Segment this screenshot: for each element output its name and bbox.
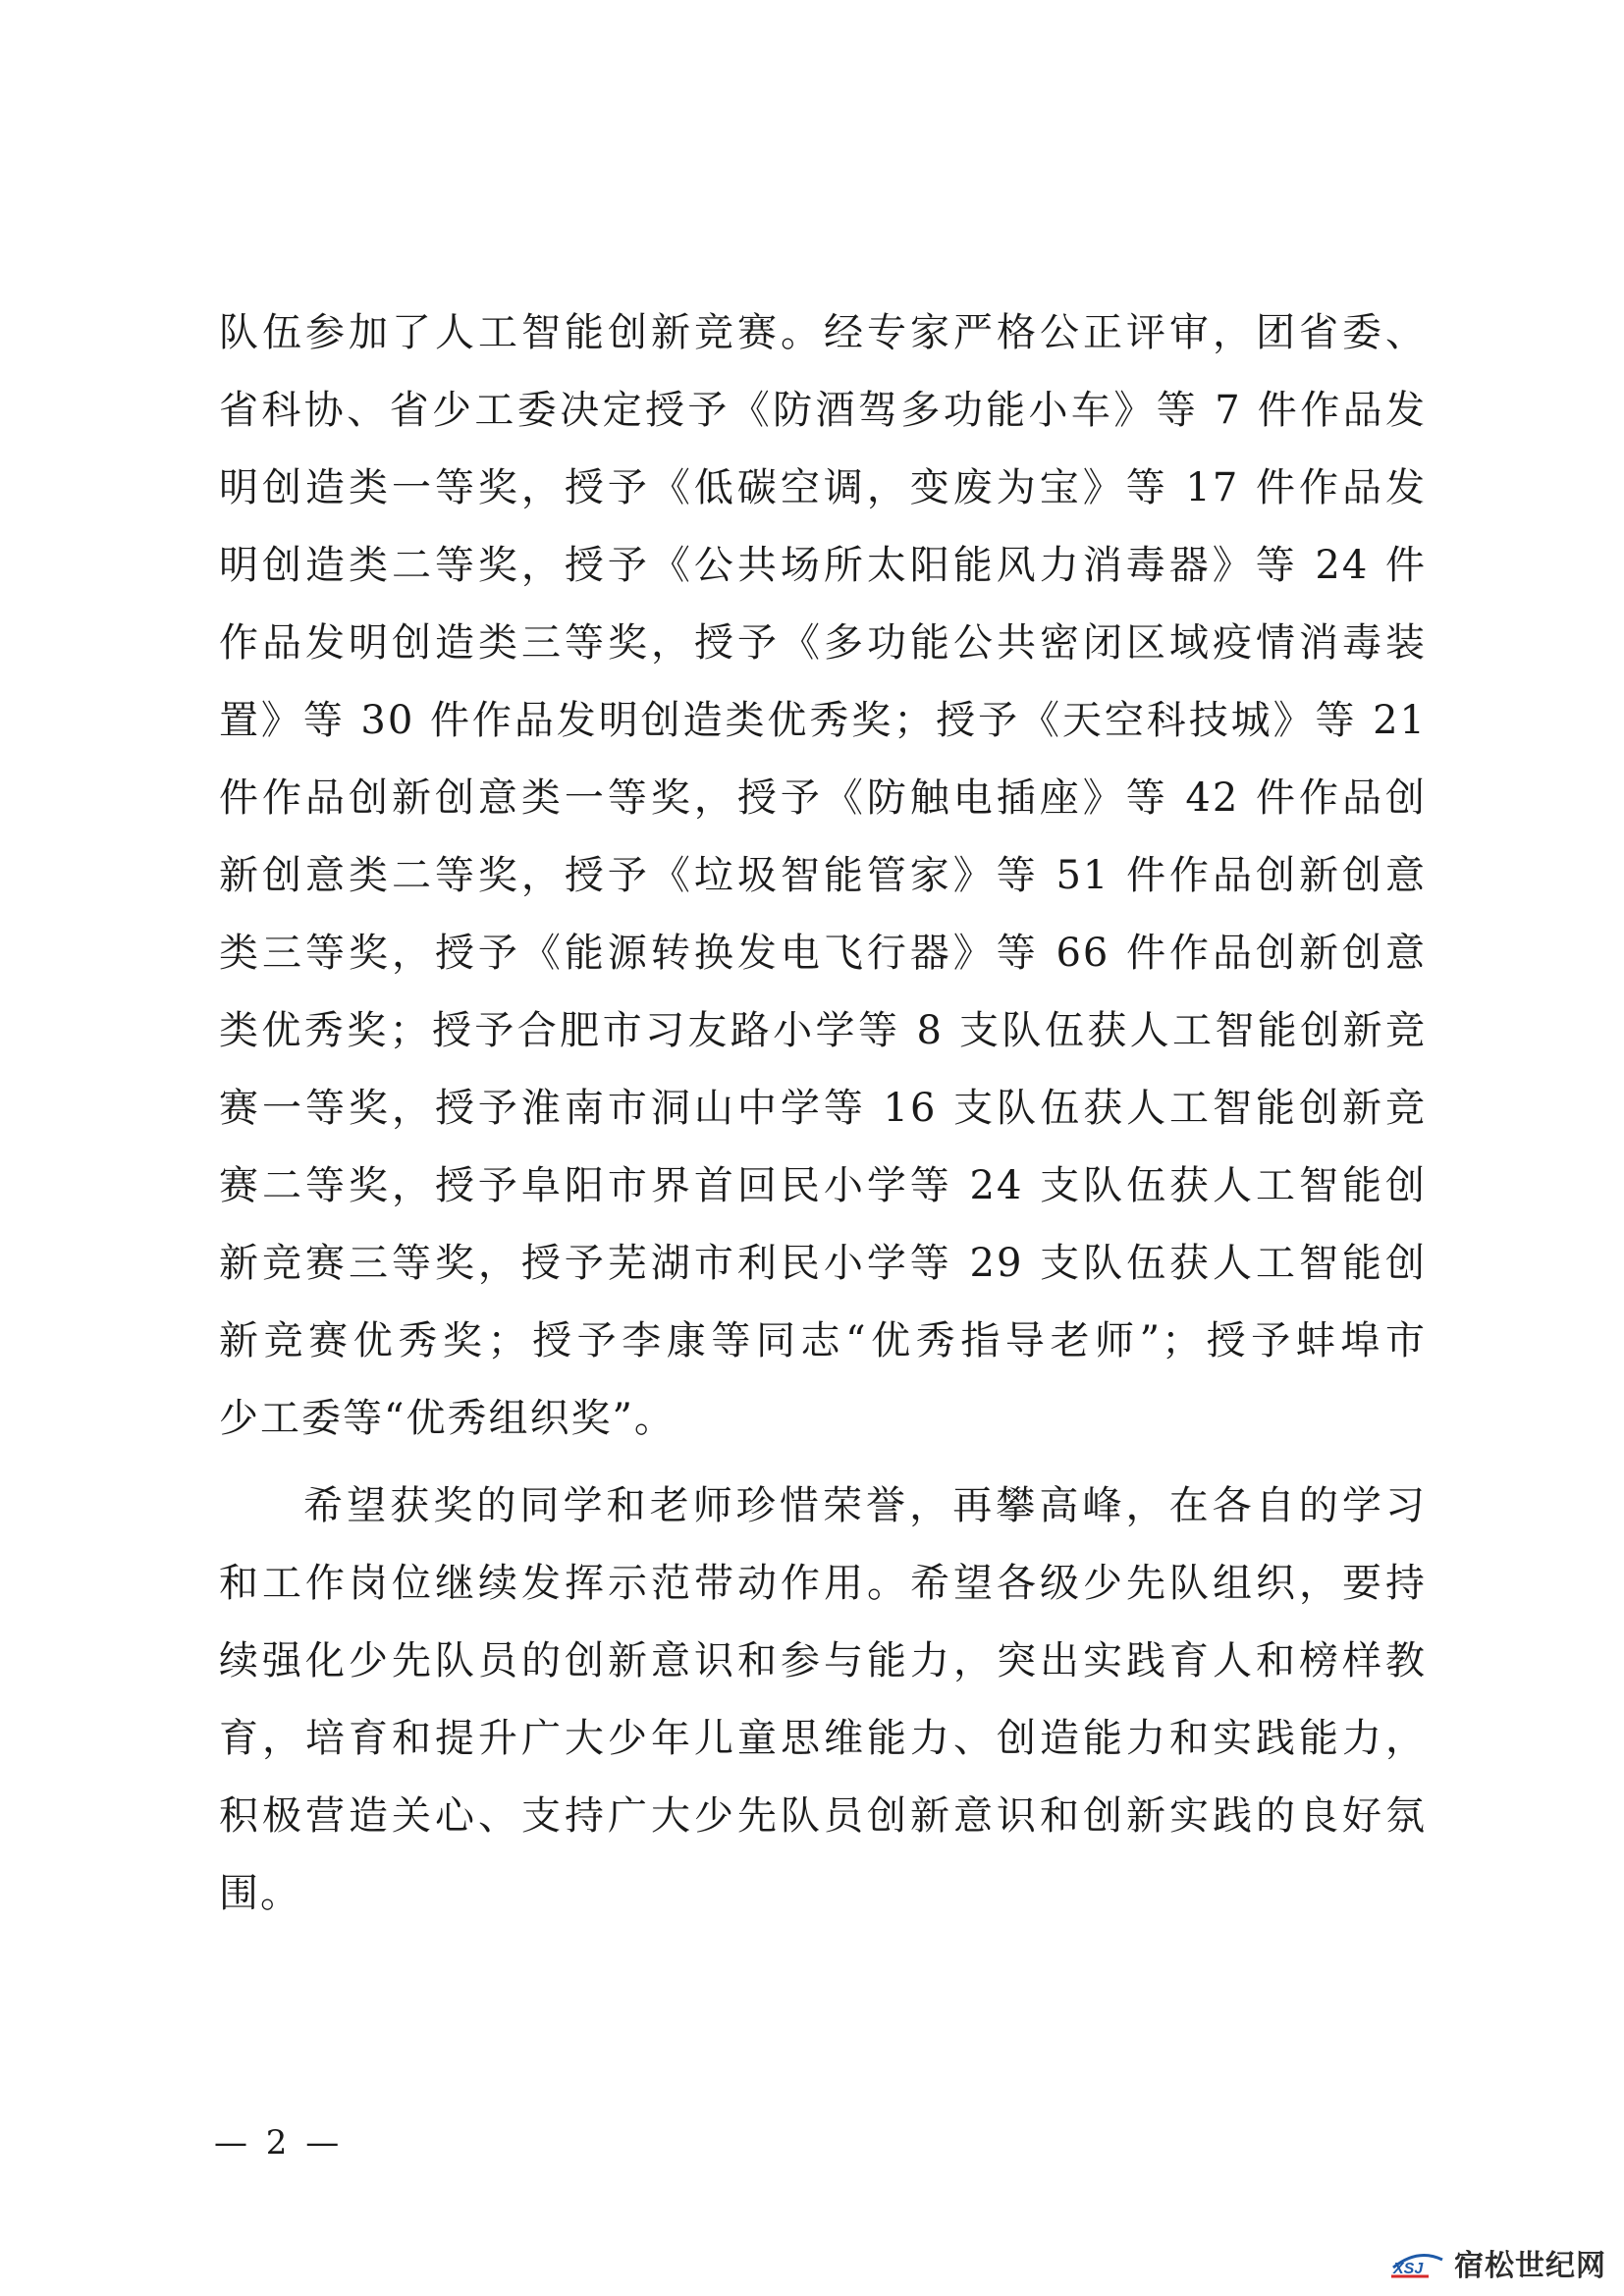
text-line: 新创意类二等奖，授予《垃圾智能管家》等 51 件作品创新创意 [219,853,1427,898]
text-line: 类优秀奖；授予合肥市习友路小学等 8 支队伍获人工智能创新竞 [219,1008,1427,1053]
text-line: 类三等奖，授予《能源转换发电飞行器》等 66 件作品创新创意 [219,931,1427,976]
text-line: 省科协、省少工委决定授予《防酒驾多功能小车》等 7 件作品发 [219,388,1427,433]
paragraph-gap [219,1458,1427,1468]
text-line: 新竞赛三等奖，授予芜湖市利民小学等 29 支队伍获人工智能创 [219,1241,1427,1286]
text-line: 希望获奖的同学和老师珍惜荣誉，再攀高峰，在各自的学习 [303,1483,1427,1528]
text-line: 件作品创新创意类一等奖，授予《防触电插座》等 42 件作品创 [219,775,1427,821]
svg-text:XSJ: XSJ [1393,2261,1424,2277]
page-number: — 2 — [214,2123,344,2163]
paragraph-2 [219,1468,1427,1933]
site-logo-icon [1389,2246,1446,2279]
text-line: 作品发明创造类三等奖，授予《多功能公共密闭区域疫情消毒装 [219,620,1427,666]
text-line: 置》等 30 件作品发明创造类优秀奖；授予《天空科技城》等 21 [219,698,1427,743]
document-body [219,294,1427,1933]
text-line: 新竞赛优秀奖；授予李康等同志“优秀指导老师”；授予蚌埠市 [219,1318,1427,1363]
site-watermark [1389,2241,1606,2284]
text-line: 续强化少先队员的创新意识和参与能力，突出实践育人和榜样教 [219,1638,1427,1683]
text-line: 积极营造关心、支持广大少先队员创新意识和创新实践的良好氛 [219,1793,1427,1839]
text-line: 围。 [219,1871,301,1916]
text-line: 赛一等奖，授予淮南市洞山中学等 16 支队伍获人工智能创新竞 [219,1086,1427,1131]
paragraph-1 [219,294,1427,1458]
text-line: 明创造类一等奖，授予《低碳空调，变废为宝》等 17 件作品发 [219,465,1427,510]
site-name: 宿松世纪网 [1454,2249,1606,2283]
text-line: 赛二等奖，授予阜阳市界首回民小学等 24 支队伍获人工智能创 [219,1163,1427,1208]
text-line: 明创造类二等奖，授予《公共场所太阳能风力消毒器》等 24 件 [219,543,1427,588]
text-line: 队伍参加了人工智能创新竞赛。经专家严格公正评审，团省委、 [219,310,1427,355]
text-line: 少工委等“优秀组织奖”。 [219,1396,676,1441]
text-line: 和工作岗位继续发挥示范带动作用。希望各级少先队组织，要持 [219,1561,1427,1606]
text-line: 育，培育和提升广大少年儿童思维能力、创造能力和实践能力， [219,1716,1427,1761]
